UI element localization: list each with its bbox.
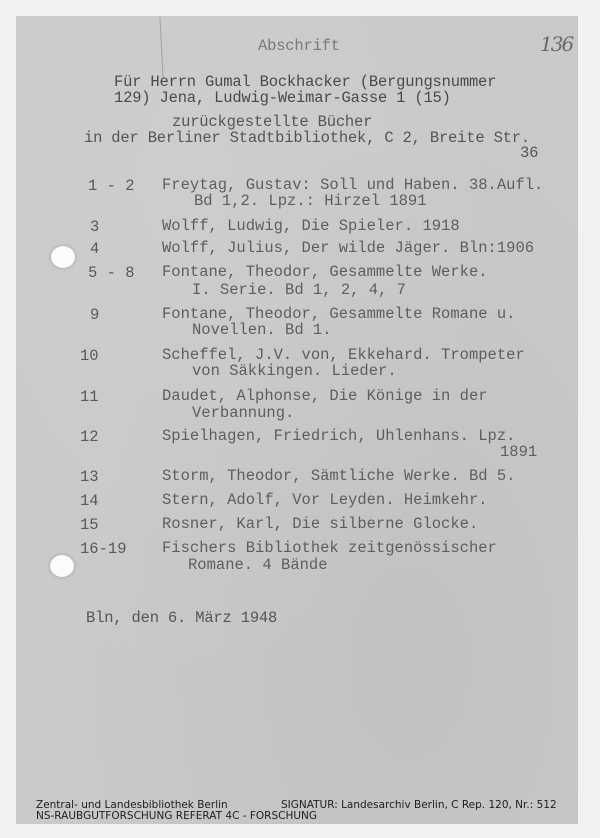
entry-line-2: Novellen. Bd 1. [192,321,332,339]
entry-line-2: Verbannung. [192,404,295,422]
entry-line-1: Fontane, Theodor, Gesammelte Romane u. [162,305,516,323]
entry-number: 12 [80,428,99,446]
handwritten-page-number: 136 [540,32,573,56]
entry-line-1: Rosner, Karl, Die silberne Glocke. [162,515,479,533]
entry-line-2: Romane. 4 Bände [188,556,328,574]
entry-line-2: I. Serie. Bd 1, 2, 4, 7 [192,281,406,299]
entry-number: 15 [80,516,99,534]
entry-number: 16-19 [80,540,127,558]
entry-line-1: Spielhagen, Friedrich, Uhlenhans. Lpz. [162,427,516,445]
recipient-line-1: Für Herrn Gumal Bockhacker (Bergungsnummer [114,73,497,91]
entry-line-1: Storm, Theodor, Sämtliche Werke. Bd 5. [162,467,516,485]
entry-number: 3 [90,218,100,236]
punch-hole-top [51,246,75,268]
recipient-line-2: 129) Jena, Ludwig-Weimar-Gasse 1 (15) [114,89,451,107]
subtitle-line-2: in der Berliner Stadtbibliothek, C 2, Breite Str. [84,129,530,147]
footer-institution: Zentral- und Landesbibliothek Berlin [36,799,228,811]
entry-number: 11 [80,388,99,406]
entry-line-1: Daudet, Alphonse, Die Könige in der [162,387,488,405]
entry-line-1: Scheffel, J.V. von, Ekkehard. Trompeter [162,346,525,364]
entry-number: 10 [80,347,99,365]
entry-number: 13 [80,468,99,486]
entry-line-1: Wolff, Ludwig, Die Spieler. 1918 [162,217,460,235]
entry-line-1: Fischers Bibliothek zeitgenössischer [162,539,497,557]
entry-line-1: Freytag, Gustav: Soll und Haben. 38.Aufl. [162,176,544,194]
entry-line-1: Stern, Adolf, Vor Leyden. Heimkehr. [162,491,488,509]
document-heading: Abschrift [258,37,340,55]
punch-hole-bottom [50,555,74,577]
subtitle-line-1: zurückgestellte Bücher [172,113,373,131]
entry-line-1: Fontane, Theodor, Gesammelte Werke. [162,263,488,281]
footer-signatur: SIGNATUR: Landesarchiv Berlin, C Rep. 120, Nr.: 512 [281,799,557,811]
entry-number: 1 - 2 [88,177,135,195]
date-line: Bln, den 6. März 1948 [86,609,278,627]
entry-line-2: von Säkkingen. Lieder. [192,362,397,380]
subtitle-line-3: 36 [520,144,539,162]
entry-number: 14 [80,492,99,510]
entry-line-1: Wolff, Julius, Der wilde Jäger. Bln:1906 [162,239,535,257]
entry-number: 5 - 8 [88,264,135,282]
footer-department: NS-RAUBGUTFORSCHUNG REFERAT 4C - FORSCHUNG [36,810,318,822]
entry-line-2: 1891 [500,443,538,461]
entry-line-2: Bd 1,2. Lpz.: Hirzel 1891 [194,192,427,210]
entry-number: 9 [90,306,100,324]
entry-number: 4 [90,240,100,258]
